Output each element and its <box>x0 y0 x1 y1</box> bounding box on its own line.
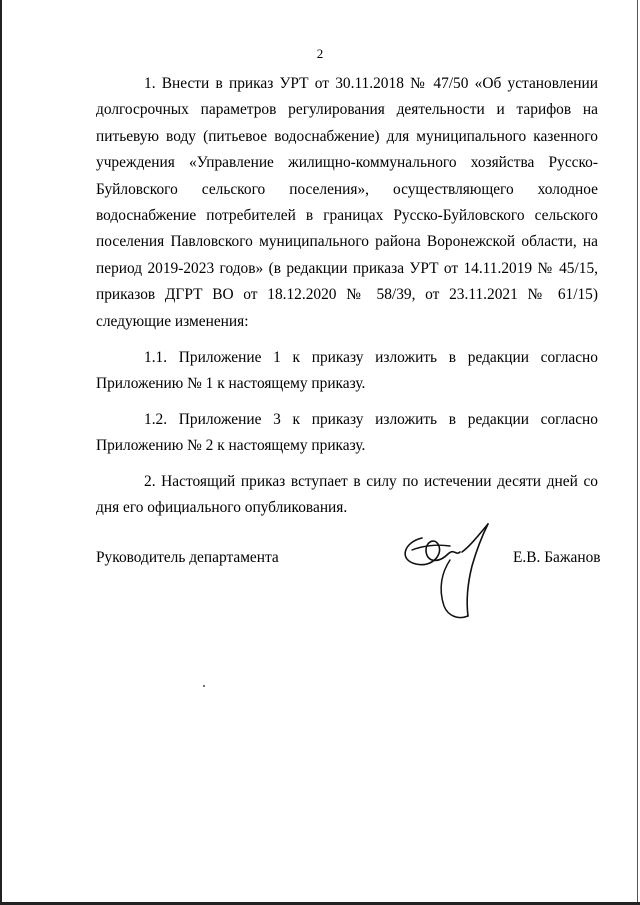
scan-speck <box>203 685 205 687</box>
paragraph-amendment: 1. Внести в приказ УРТ от 30.11.2018 № 47/50 «Об установлении долгосрочных параметров регулирования деятельности и тарифов на питьевую воду (питьевое водоснабжение) для муниципального казенного учреждения «Управление жилищно-коммунального хозяйства Русско-Буйловского сельского поселения», осуществляющего холодное водоснабжение потребителей в границах Русско-Буйловского сельского поселения Павловского муниципального района Воронежской области, на период 2019-2023 годов» (в редакции приказа УРТ от 14.11.2019 № 45/15, приказов ДГРТ ВО от 18.12.2020 № 58/39, от 23.11.2021 № 61/15) следующие изменения: <box>96 75 598 330</box>
paragraph-effective-date: 2. Настоящий приказ вступает в силу по истечении десяти дней со дня его официального опубликования. <box>96 472 598 517</box>
document-body <box>96 71 598 522</box>
paragraph-item-1-1: 1.1. Приложение 1 к приказу изложить в редакции согласно Приложению № 1 к настоящему приказу. <box>96 349 598 393</box>
signatory-name: Е.В. Бажанов <box>513 549 601 566</box>
page-right-edge <box>637 0 638 905</box>
handwritten-signature <box>392 516 502 626</box>
signatory-position: Руководитель департамента <box>96 549 279 566</box>
page-number: 2 <box>316 46 324 61</box>
paragraph-item-1-2: 1.2. Приложение 3 к приказу изложить в редакции согласно Приложению № 2 к настоящему приказу. <box>96 410 598 455</box>
page-left-edge <box>0 0 2 905</box>
